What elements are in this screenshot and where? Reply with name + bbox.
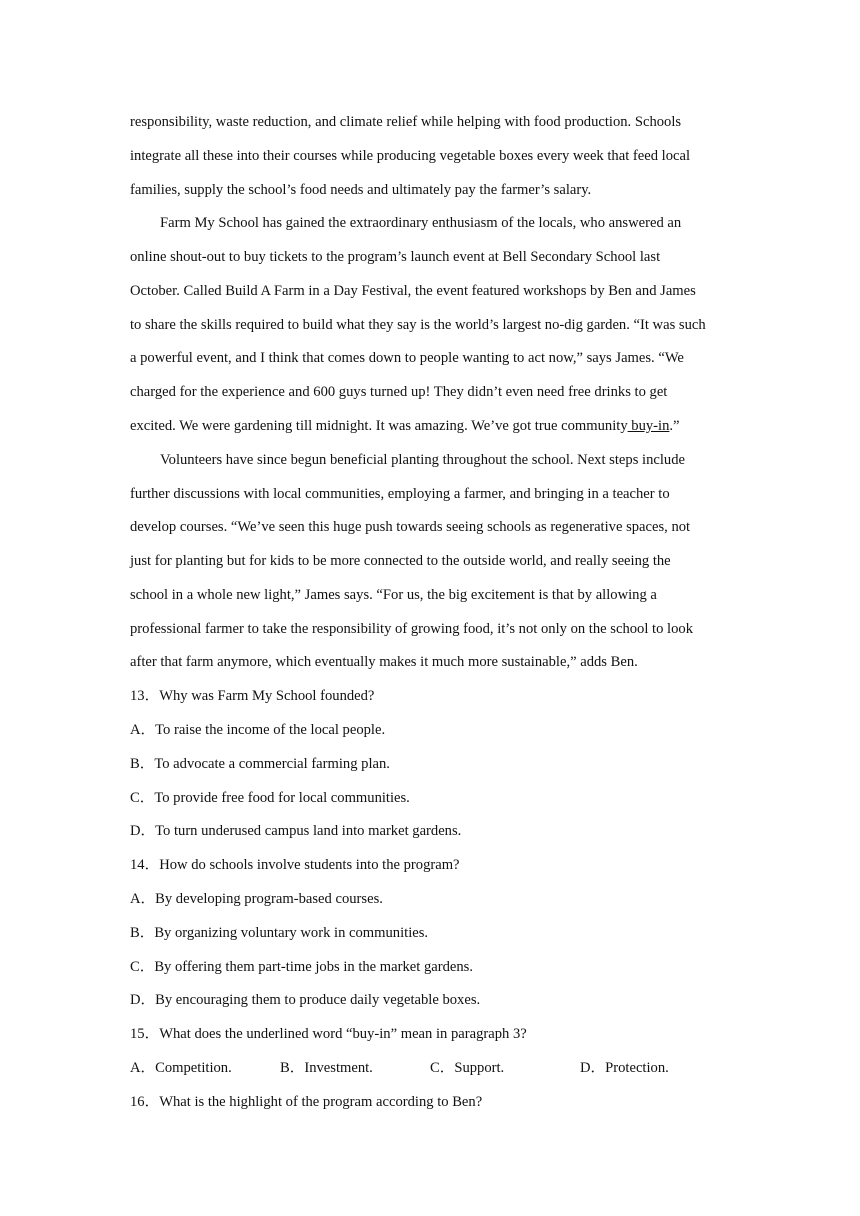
answer-option: C．To provide free food for local communities. <box>130 790 410 806</box>
answer-option: B．By organizing voluntary work in communities. <box>130 925 429 941</box>
passage-line: responsibility, waste reduction, and climate relief while helping with food production. Schools <box>130 114 682 130</box>
answer-option: D．Protection. <box>580 1060 669 1076</box>
passage-text: excited. We were gardening till midnight. It was amazing. We’ve got true community <box>130 418 628 434</box>
passage-line: October. Called Build A Farm in a Day Festival, the event featured workshops by Ben and James <box>130 283 696 299</box>
question-stem: 15．What does the underlined word “buy-in” mean in paragraph 3? <box>130 1026 527 1042</box>
passage-line: Farm My School has gained the extraordinary enthusiasm of the locals, who answered an <box>160 215 682 231</box>
answer-option: A．By developing program-based courses. <box>130 891 383 907</box>
answer-option: A．To raise the income of the local people. <box>130 722 386 738</box>
question-stem: 16．What is the highlight of the program according to Ben? <box>130 1094 483 1110</box>
passage-line: to share the skills required to build what they say is the world’s largest no-dig garden. “It was such <box>130 317 706 333</box>
passage-line: families, supply the school’s food needs and ultimately pay the farmer’s salary. <box>130 182 592 198</box>
passage-line: develop courses. “We’ve seen this huge push towards seeing schools as regenerative spaces, not <box>130 519 691 535</box>
question-stem: 13．Why was Farm My School founded? <box>130 688 375 704</box>
answer-option: C．Support. <box>430 1060 505 1076</box>
passage-line: school in a whole new light,” James says. “For us, the big excitement is that by allowing a <box>130 587 657 603</box>
passage-line: online shout-out to buy tickets to the program’s launch event at Bell Secondary School last <box>130 249 661 265</box>
passage-line: further discussions with local communities, employing a farmer, and bringing in a teacher to <box>130 486 670 502</box>
answer-option: B．To advocate a commercial farming plan. <box>130 756 390 772</box>
answer-option: B．Investment. <box>280 1060 373 1076</box>
passage-text: .” <box>669 418 680 434</box>
passage-line: after that farm anymore, which eventually makes it much more sustainable,” adds Ben. <box>130 654 638 670</box>
passage-line: Volunteers have since begun beneficial planting throughout the school. Next steps include <box>160 452 685 468</box>
passage-line: integrate all these into their courses while producing vegetable boxes every week that feed local <box>130 148 691 164</box>
answer-option: C．By offering them part-time jobs in the market gardens. <box>130 959 474 975</box>
passage-line <box>130 416 680 436</box>
passage-line: just for planting but for kids to be more connected to the outside world, and really seeing the <box>130 553 671 569</box>
passage-line: charged for the experience and 600 guys turned up! They didn’t even need free drinks to get <box>130 384 668 400</box>
passage-line: professional farmer to take the responsibility of growing food, it’s not only on the school to look <box>130 621 693 637</box>
answer-option: D．To turn underused campus land into market gardens. <box>130 823 462 839</box>
answer-option: A．Competition. <box>130 1060 232 1076</box>
passage-line: a powerful event, and I think that comes down to people wanting to act now,” says James. “We <box>130 350 684 366</box>
question-stem: 14．How do schools involve students into the program? <box>130 857 460 873</box>
underlined-word: buy-in <box>627 418 670 434</box>
answer-option: D．By encouraging them to produce daily vegetable boxes. <box>130 992 481 1008</box>
